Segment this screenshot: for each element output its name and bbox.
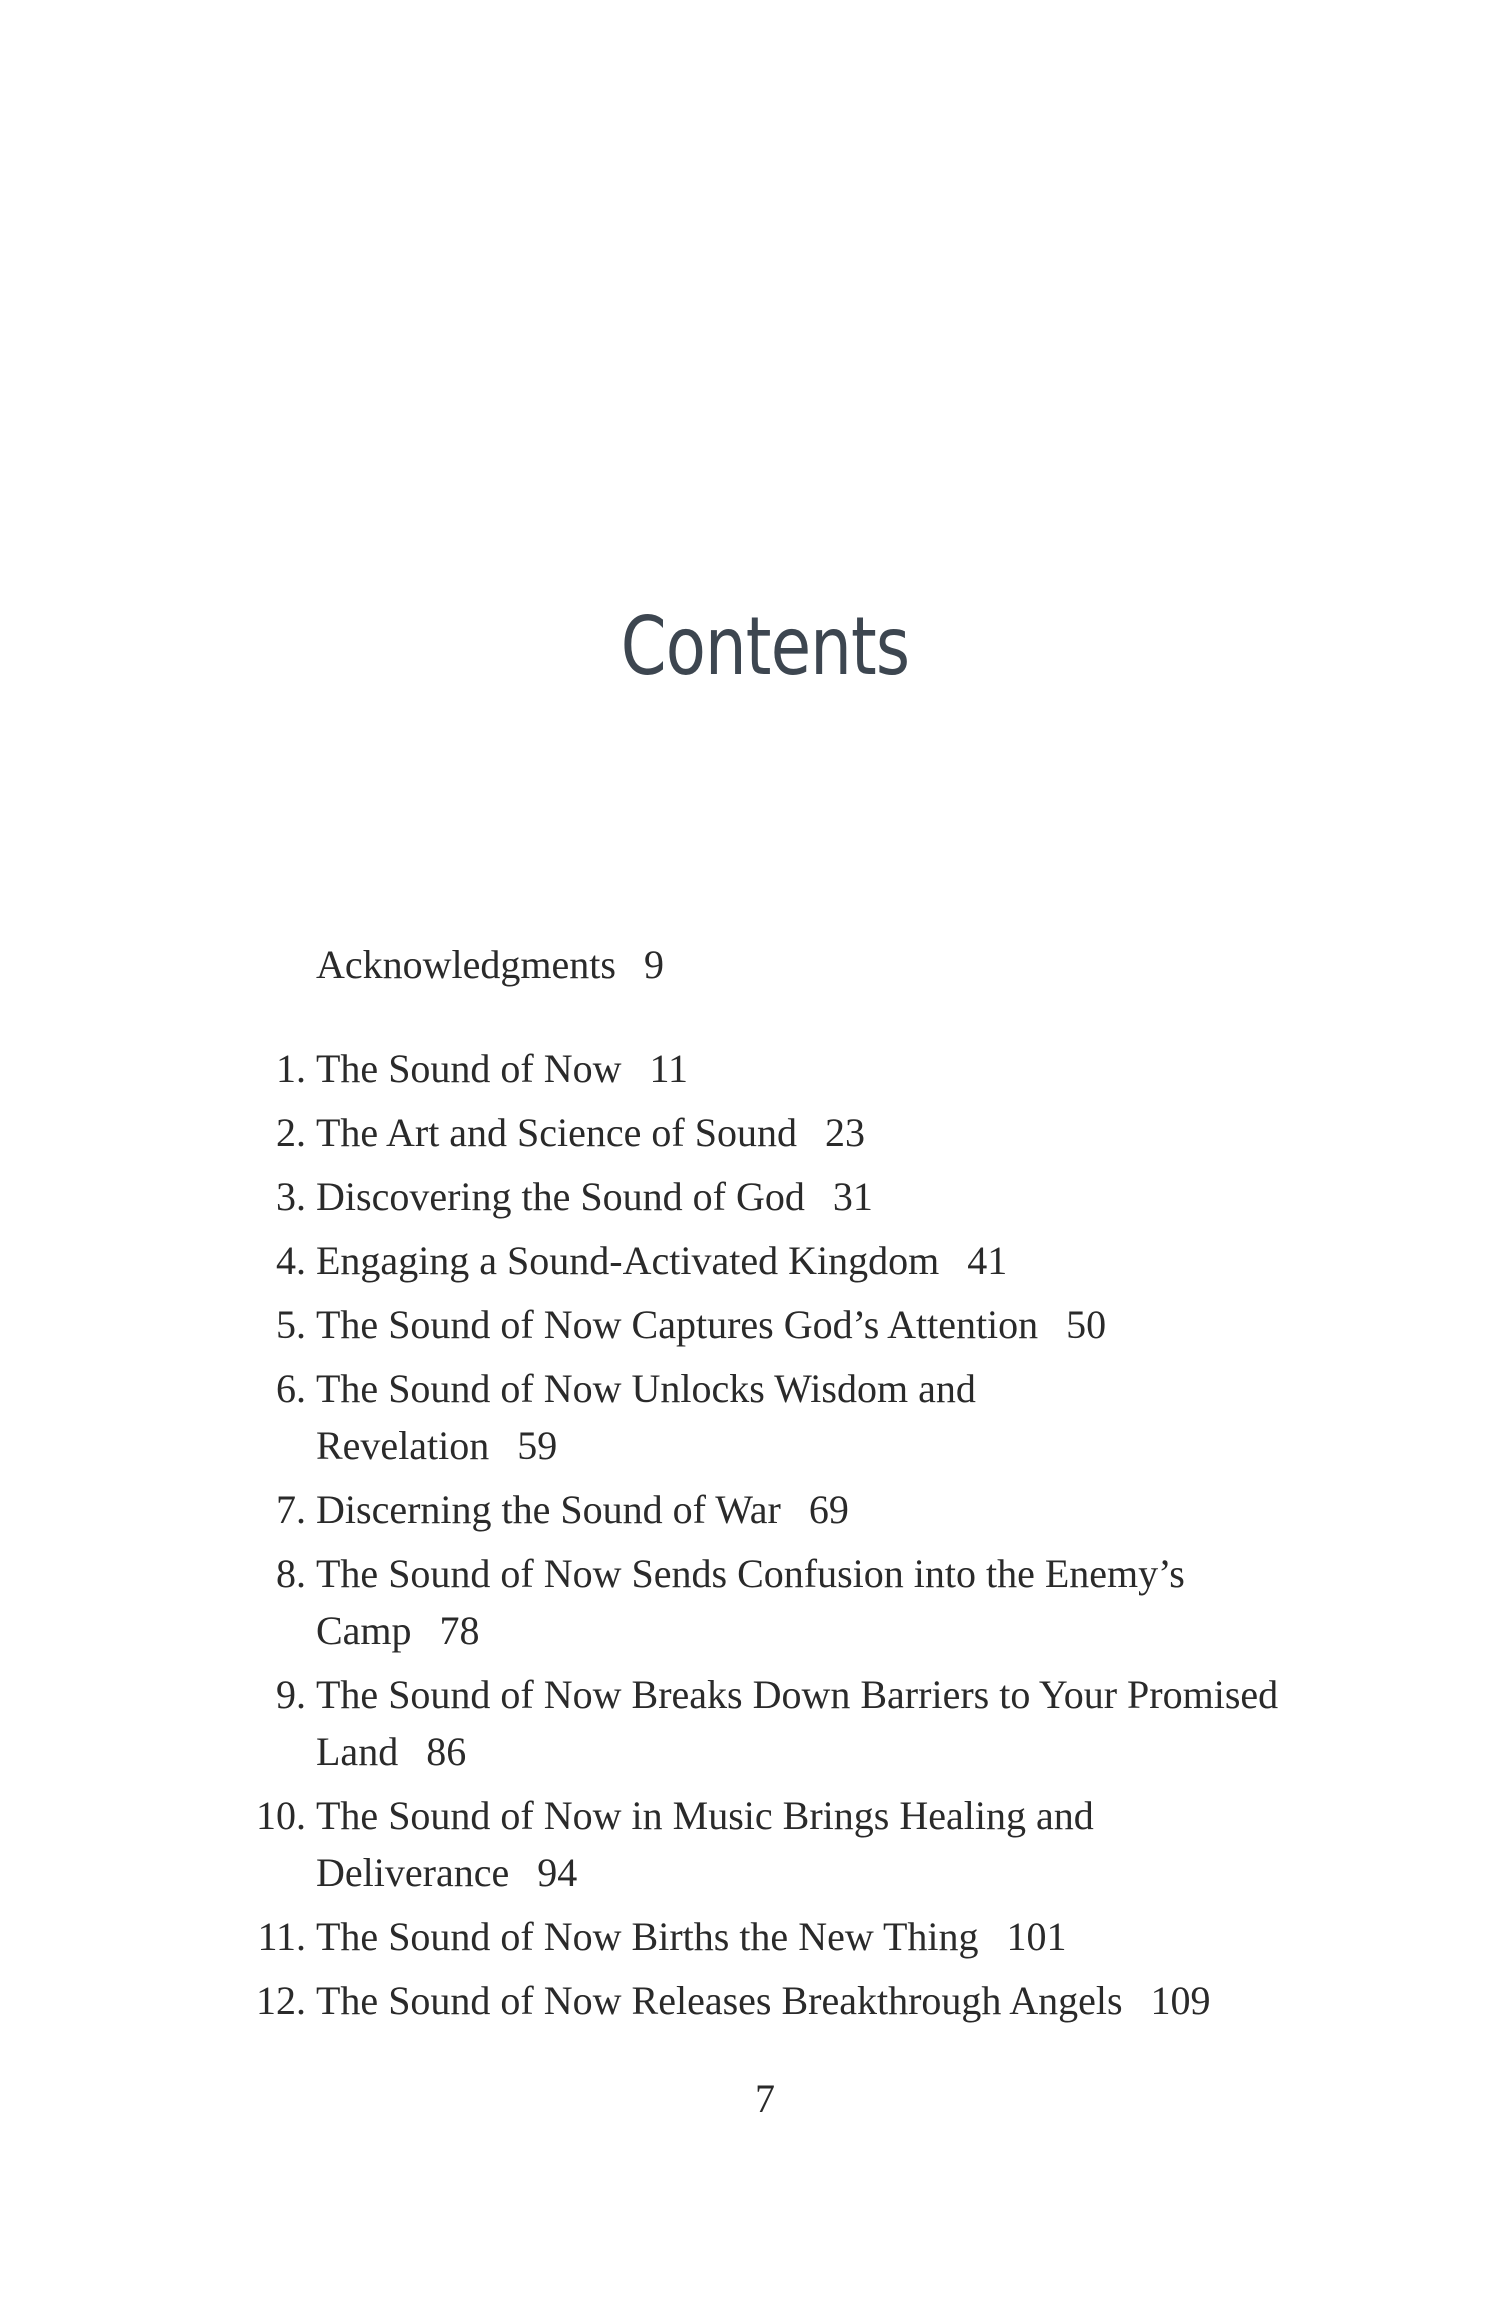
toc-entry: [200, 1545, 1350, 1659]
toc-entry-page: 59: [517, 1423, 558, 1468]
toc-entry-page: 11: [649, 1046, 689, 1091]
toc-entry-title: The Sound of Now Breaks Down Barriers to Your Promised Land: [316, 1672, 1279, 1774]
toc-entry-page: 23: [825, 1110, 865, 1155]
toc-entry-page: 41: [967, 1238, 1008, 1283]
toc-entry-number: 2.: [276, 1110, 306, 1155]
toc-entry-acknowledgments: [316, 938, 664, 992]
toc-entry-title: The Sound of Now Captures God’s Attention: [316, 1302, 1039, 1347]
toc-entry: [200, 1296, 1350, 1353]
toc-entry-page: 94: [537, 1850, 578, 1895]
toc-entry: [200, 1040, 1350, 1097]
page-number: 7: [755, 2076, 775, 2121]
toc-entry: [200, 1908, 1350, 1965]
toc-entry-title: The Sound of Now: [316, 1046, 622, 1091]
toc-entry-number: 11.: [257, 1914, 306, 1959]
toc-entry-page: 9: [643, 942, 664, 987]
toc-entry: [200, 1232, 1350, 1289]
toc-entry-page: 101: [1006, 1914, 1067, 1959]
toc-entry-page: 69: [808, 1487, 849, 1532]
toc-entry-number: 5.: [276, 1302, 306, 1347]
toc-entry-number: 4.: [276, 1238, 306, 1283]
table-of-contents: [200, 1040, 1350, 2036]
toc-entry-page: 86: [426, 1729, 467, 1774]
toc-entry-title: Discerning the Sound of War: [316, 1487, 781, 1532]
toc-entry-number: 3.: [276, 1174, 306, 1219]
toc-entry-page: 50: [1066, 1302, 1107, 1347]
toc-entry-page: 78: [439, 1608, 480, 1653]
toc-entry-title: The Art and Science of Sound: [316, 1110, 797, 1155]
toc-entry: [200, 1168, 1350, 1225]
toc-entry-page: 31: [832, 1174, 873, 1219]
toc-entry-number: 6.: [276, 1366, 306, 1411]
toc-entry-number: 12.: [256, 1978, 306, 2023]
toc-entry: [200, 1666, 1316, 1780]
toc-entry-number: 1.: [276, 1046, 306, 1091]
toc-entry: [200, 1787, 1316, 1901]
toc-entry-number: 8.: [276, 1551, 306, 1596]
toc-entry-number: 10.: [256, 1793, 306, 1838]
toc-entry-number: 9.: [276, 1672, 306, 1717]
toc-entry: [200, 1360, 1186, 1474]
toc-entry-title: The Sound of Now Births the New Thing: [316, 1914, 979, 1959]
toc-entry-title: The Sound of Now in Music Brings Healing and Deliverance: [316, 1793, 1094, 1895]
toc-entry-title: Acknowledgments: [316, 942, 616, 987]
toc-entry-title: Engaging a Sound-Activated Kingdom: [316, 1238, 940, 1283]
toc-entry-page: 109: [1150, 1978, 1211, 2023]
toc-entry: [200, 1481, 1350, 1538]
toc-entry: [200, 1104, 1350, 1161]
toc-entry: [200, 1972, 1350, 2029]
toc-entry-number: 7.: [276, 1487, 306, 1532]
toc-entry-title: The Sound of Now Releases Breakthrough Angels: [316, 1978, 1123, 2023]
page-title: Contents: [620, 600, 910, 693]
toc-entry-title: The Sound of Now Unlocks Wisdom and Revelation: [316, 1366, 976, 1468]
toc-entry-title: Discovering the Sound of God: [316, 1174, 805, 1219]
toc-entry-title: The Sound of Now Sends Confusion into the Enemy’s Camp: [316, 1551, 1185, 1653]
